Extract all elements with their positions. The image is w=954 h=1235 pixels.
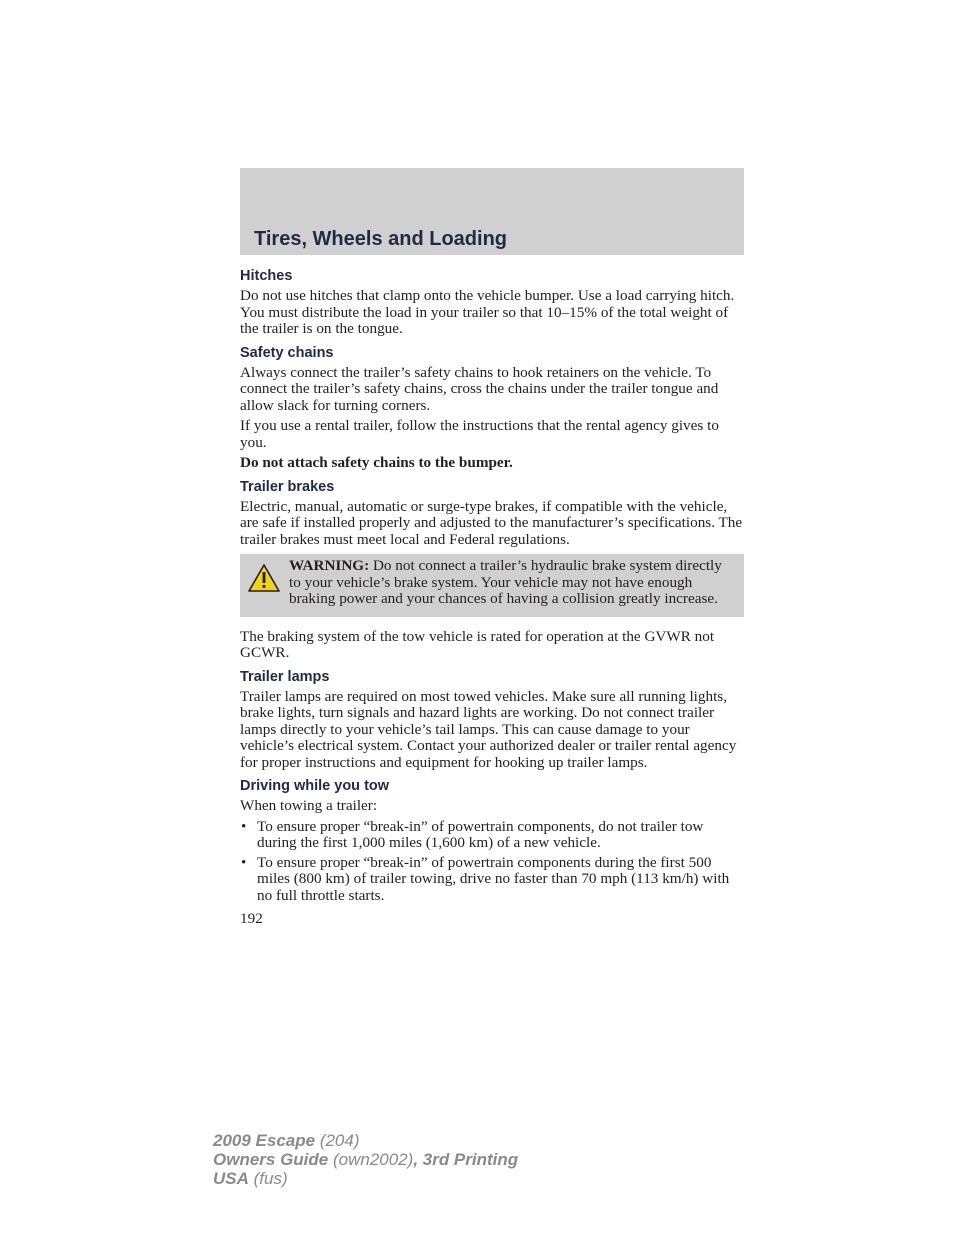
footer-line-2 bbox=[213, 1150, 518, 1169]
driving-intro: When towing a trailer: bbox=[240, 797, 378, 814]
bullet-icon: • bbox=[241, 853, 247, 871]
heading-driving-while-you-tow: Driving while you tow bbox=[240, 778, 390, 794]
list-item bbox=[240, 819, 744, 852]
list-item-text: To ensure proper “break-in” of powertrain components, do not trailer tow during the first 1,000 miles (1,600 km) of a new vehicle. bbox=[257, 817, 704, 851]
heading-hitches: Hitches bbox=[240, 268, 293, 284]
heading-safety-chains: Safety chains bbox=[240, 344, 334, 361]
footer-model: 2009 Escape bbox=[213, 1131, 316, 1150]
footer-guide: Owners Guide bbox=[213, 1150, 329, 1169]
list-item-text: To ensure proper “break-in” of powertrain components during the first 500 miles (800 km) of trailer towing, drive no faster than 70 mph (113 km/h) with no full throttle starts. bbox=[257, 853, 730, 904]
section-driving-while-you-tow bbox=[240, 778, 744, 904]
heading-trailer-brakes: Trailer brakes bbox=[240, 478, 335, 495]
page-content bbox=[240, 268, 744, 928]
safety-chains-paragraph-2: If you use a rental trailer, follow the instructions that the rental agency gives to you. bbox=[240, 417, 719, 451]
section-trailer-lamps bbox=[240, 669, 744, 772]
heading-trailer-lamps: Trailer lamps bbox=[240, 668, 330, 685]
safety-chains-paragraph-1: Always connect the trailer’s safety chains to hook retainers on the vehicle. To connect the trailer’s safety chains, cross the chains under the trailer tongue and allow slack for turning corners. bbox=[240, 363, 719, 414]
bullet-icon: • bbox=[241, 817, 247, 835]
chapter-header-band bbox=[240, 168, 744, 255]
hitches-paragraph: Do not use hitches that clamp onto the vehicle bumper. Use a load carrying hitch. You must distribute the load in your trailer so that 10–15% of the total weight of the trailer is on the tongue. bbox=[240, 287, 735, 337]
list-item bbox=[240, 855, 744, 905]
trailer-brakes-paragraph-1: Electric, manual, automatic or surge-type brakes, if compatible with the vehicle, are safe if installed properly and adjusted to the manufacturer’s specifications. The trailer brakes must meet local and Federal regulations. bbox=[240, 497, 743, 548]
trailer-brakes-paragraph-2: The braking system of the tow vehicle is rated for operation at the GVWR not GCWR. bbox=[240, 627, 715, 661]
trailer-lamps-paragraph: Trailer lamps are required on most towed vehicles. Make sure all running lights, brake lights, turn signals and hazard lights are working. Do not connect trailer lamps directly to your vehicle’s tail lamps. This can cause damage to your vehicle’s electrical system. Contact your authorized dealer or trailer rental agency for proper instructions and equipment for hooking up trailer lamps. bbox=[240, 687, 737, 771]
footer-guide-code: (own2002) bbox=[328, 1150, 414, 1169]
document-footer bbox=[213, 1131, 518, 1188]
footer-line-1 bbox=[213, 1131, 518, 1150]
footer-model-code: (204) bbox=[315, 1131, 360, 1150]
footer-line-3 bbox=[213, 1169, 518, 1188]
section-safety-chains bbox=[240, 345, 744, 472]
warning-box bbox=[240, 554, 744, 617]
footer-market-code: (fus) bbox=[248, 1169, 288, 1188]
footer-printing: , 3rd Printing bbox=[413, 1150, 519, 1169]
safety-chains-bold-note: Do not attach safety chains to the bumper. bbox=[240, 454, 513, 471]
footer-market: USA bbox=[213, 1169, 249, 1188]
warning-label: WARNING: bbox=[289, 557, 370, 574]
warning-text: Do not connect a trailer’s hydraulic brake system directly to your vehicle’s brake system. Your vehicle may not have enough braking power and your chances of having a collision greatly increase. bbox=[289, 557, 722, 607]
section-trailer-brakes bbox=[240, 479, 744, 662]
driving-bullet-list bbox=[240, 819, 744, 905]
page-number: 192 bbox=[240, 910, 263, 927]
section-hitches bbox=[240, 268, 744, 338]
chapter-title: Tires, Wheels and Loading bbox=[254, 228, 508, 250]
warning-triangle-icon bbox=[247, 563, 281, 593]
